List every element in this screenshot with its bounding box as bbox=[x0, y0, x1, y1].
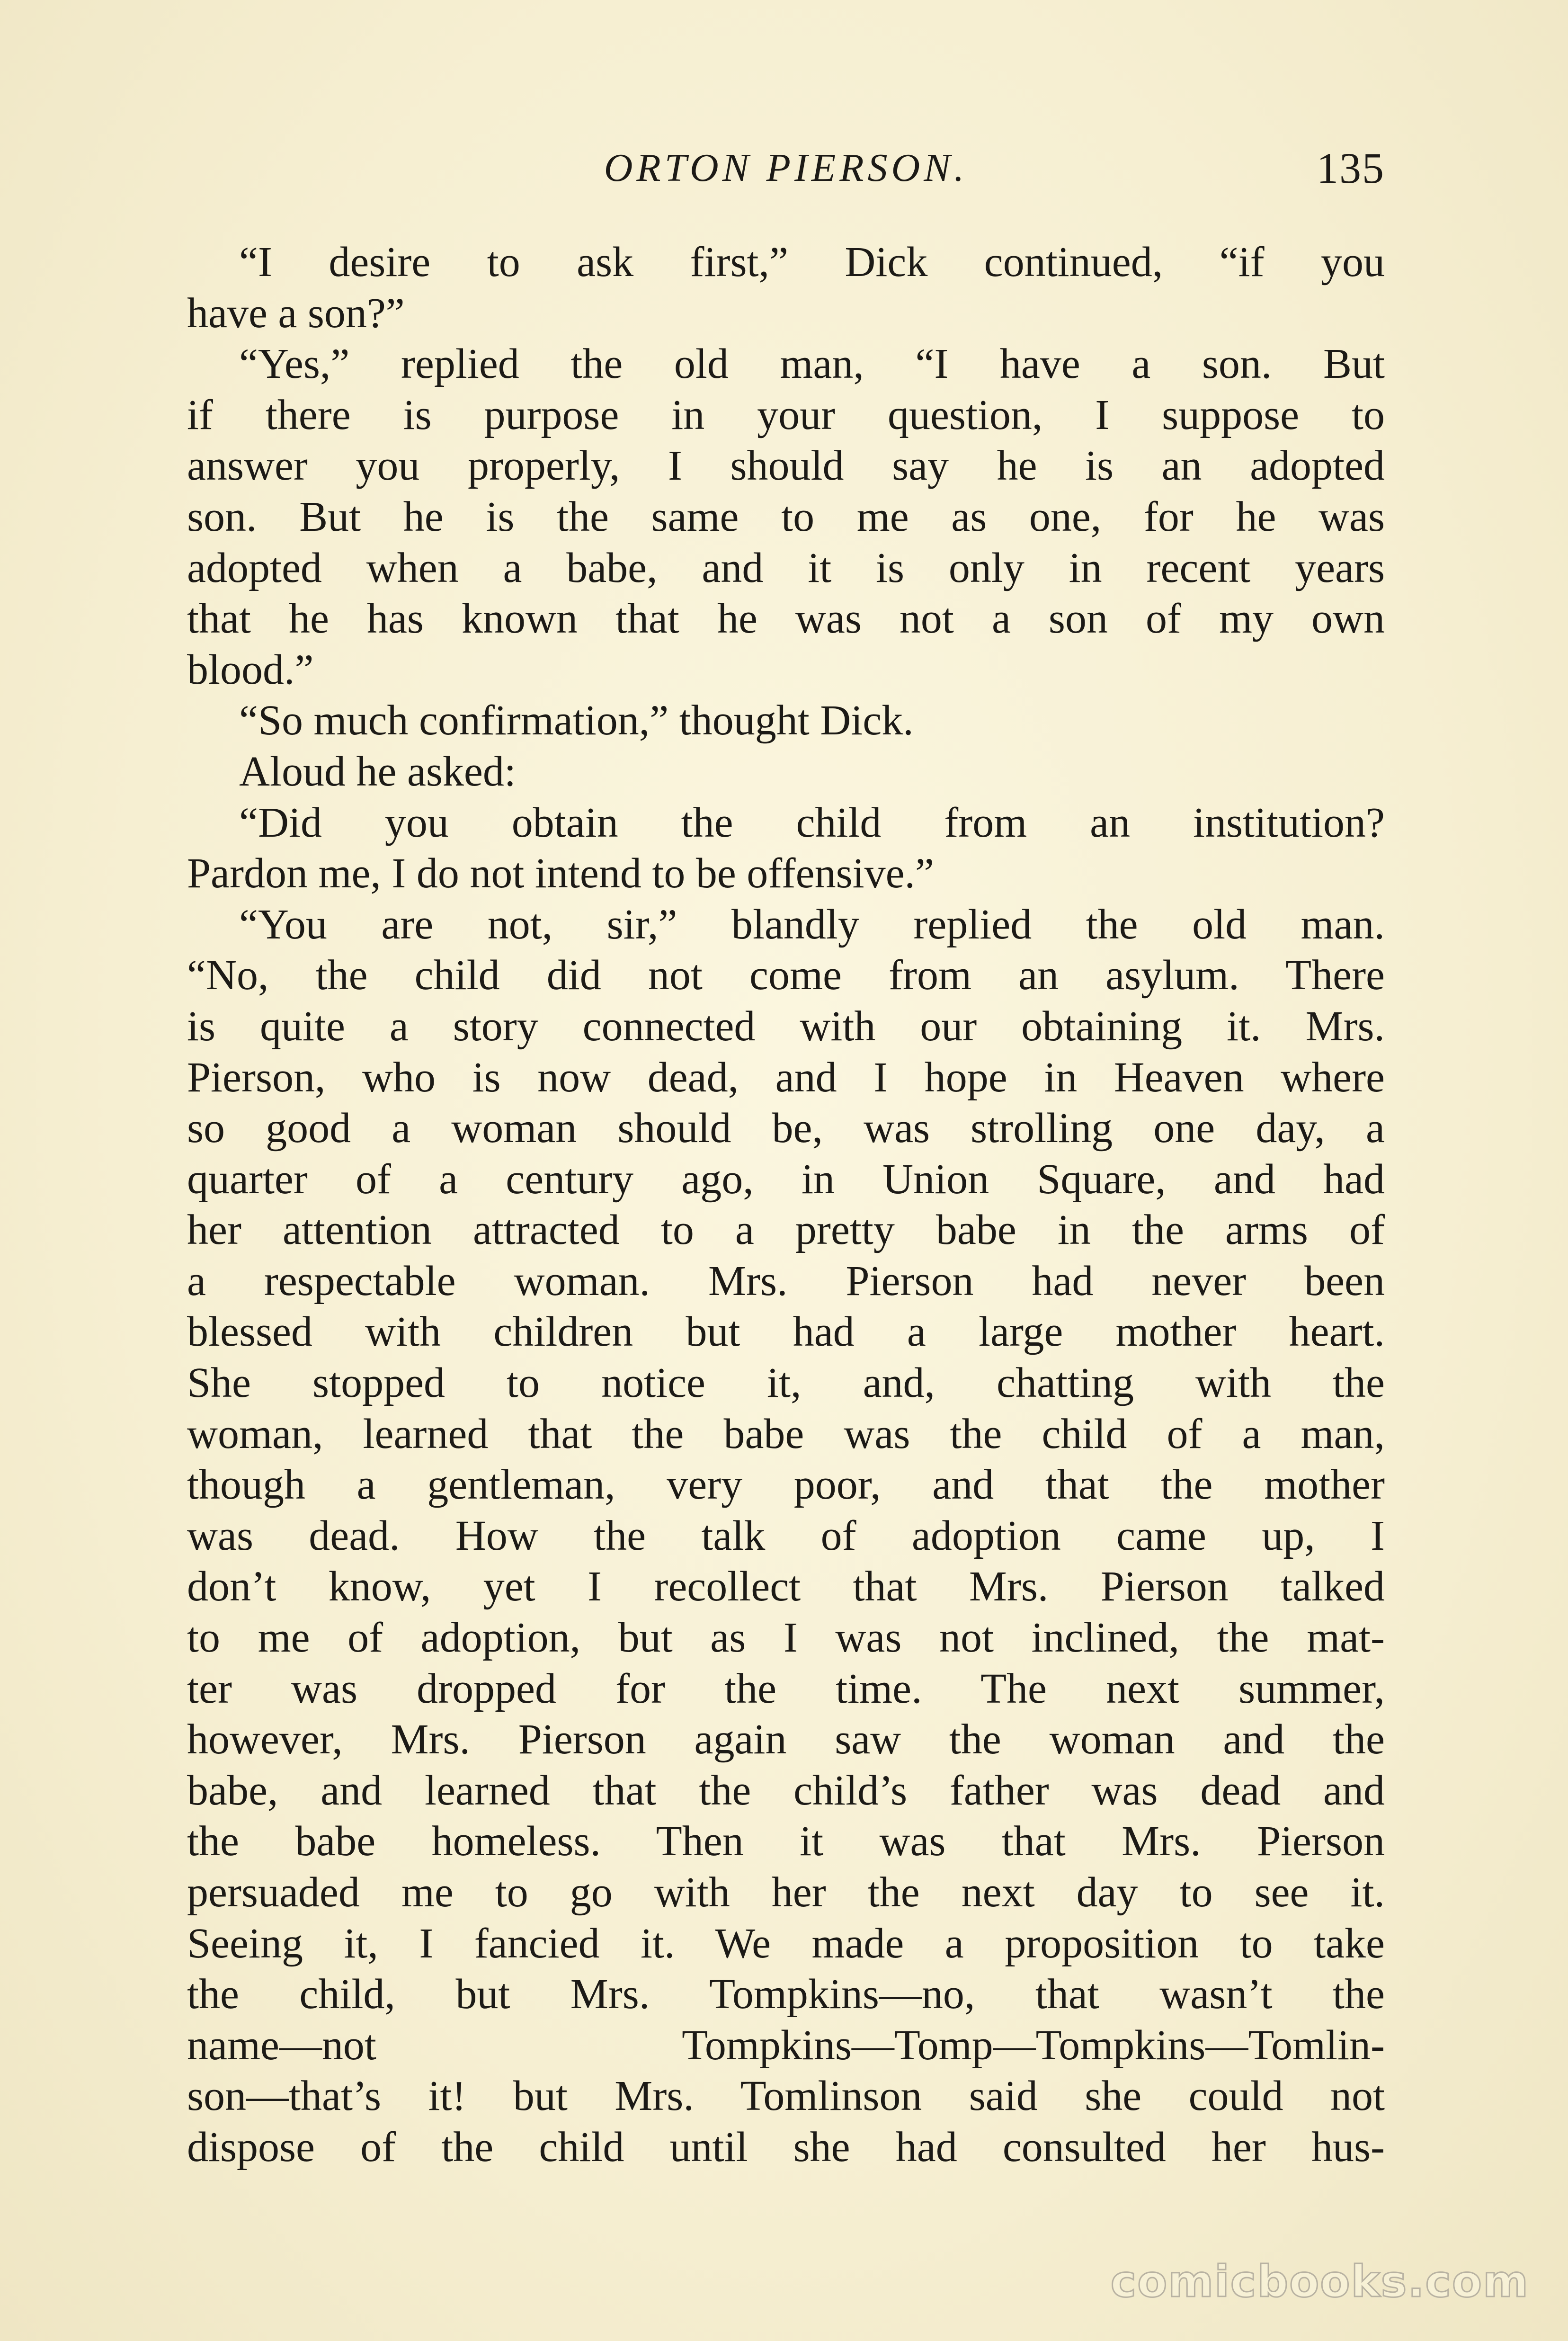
text-line: “I desire to ask first,” Dick continued, “if you bbox=[239, 239, 1385, 286]
text-line: babe, and learned that the child’s father was dead and bbox=[187, 1767, 1385, 1814]
text-line: a respectable woman. Mrs. Pierson had never been bbox=[187, 1257, 1385, 1305]
text-line: the child, but Mrs. Tompkins—no, that wasn’t the bbox=[187, 1971, 1385, 2018]
text-line: blessed with children but had a large mother heart. bbox=[187, 1308, 1385, 1356]
text-line: if there is purpose in your question, I suppose to bbox=[187, 391, 1385, 438]
text-line: though a gentleman, very poor, and that the mother bbox=[187, 1461, 1385, 1509]
text-line: was dead. How the talk of adoption came up, I bbox=[187, 1512, 1385, 1559]
text-line: “Did you obtain the child from an institution? bbox=[239, 799, 1385, 846]
body-text bbox=[187, 237, 1385, 2173]
text-line: answer you properly, I should say he is an adopted bbox=[187, 442, 1385, 490]
text-line: Pierson, who is now dead, and I hope in Heaven where bbox=[187, 1054, 1385, 1101]
text-line: her attention attracted to a pretty babe in the arms of bbox=[187, 1206, 1385, 1254]
running-title: ORTON PIERSON. bbox=[604, 146, 968, 190]
text-line: that he has known that he was not a son of my own bbox=[187, 595, 1385, 643]
text-line: Pardon me, I do not intend to be offensive.” bbox=[187, 850, 934, 897]
text-line: adopted when a babe, and it is only in recent years bbox=[187, 544, 1385, 591]
text-line: quarter of a century ago, in Union Square, and had bbox=[187, 1155, 1385, 1203]
text-line: have a son?” bbox=[187, 289, 405, 337]
page-number: 135 bbox=[1317, 144, 1385, 192]
text-line: Seeing it, I fancied it. We made a proposition to take bbox=[187, 1920, 1385, 1967]
text-line: dispose of the child until she had consulted her hus- bbox=[187, 2123, 1385, 2171]
text-line: ter was dropped for the time. The next summer, bbox=[187, 1665, 1385, 1712]
text-line: to me of adoption, but as I was not inclined, the mat- bbox=[187, 1614, 1385, 1662]
text-line: She stopped to notice it, and, chatting with the bbox=[187, 1359, 1385, 1407]
text-line: blood.” bbox=[187, 646, 314, 693]
text-line: “Yes,” replied the old man, “I have a son. But bbox=[239, 340, 1385, 388]
text-line: the babe homeless. Then it was that Mrs. Pierson bbox=[187, 1818, 1385, 1865]
text-line: so good a woman should be, was strolling one day, a bbox=[187, 1105, 1385, 1152]
text-line: name—not Tompkins—Tomp—Tompkins—Tomlin- bbox=[187, 2021, 1385, 2069]
text-line: “No, the child did not come from an asylum. There bbox=[187, 952, 1385, 999]
text-line: “You are not, sir,” blandly replied the old man. bbox=[239, 901, 1385, 948]
watermark: comicbooks.com bbox=[1110, 2256, 1529, 2307]
text-line: son. But he is the same to me as one, for he was bbox=[187, 493, 1385, 540]
text-line: however, Mrs. Pierson again saw the woman and the bbox=[187, 1716, 1385, 1763]
text-line: don’t know, yet I recollect that Mrs. Pierson talked bbox=[187, 1563, 1385, 1610]
text-line: woman, learned that the babe was the child of a man, bbox=[187, 1410, 1385, 1457]
page-header bbox=[187, 137, 1385, 199]
text-line: son—that’s it! but Mrs. Tomlinson said she could not bbox=[187, 2073, 1385, 2120]
text-line: persuaded me to go with her the next day to see it. bbox=[187, 1869, 1385, 1916]
text-line: is quite a story connected with our obtaining it. Mrs. bbox=[187, 1002, 1385, 1050]
text-line: Aloud he asked: bbox=[239, 748, 516, 795]
text-line: “So much confirmation,” thought Dick. bbox=[239, 697, 914, 744]
